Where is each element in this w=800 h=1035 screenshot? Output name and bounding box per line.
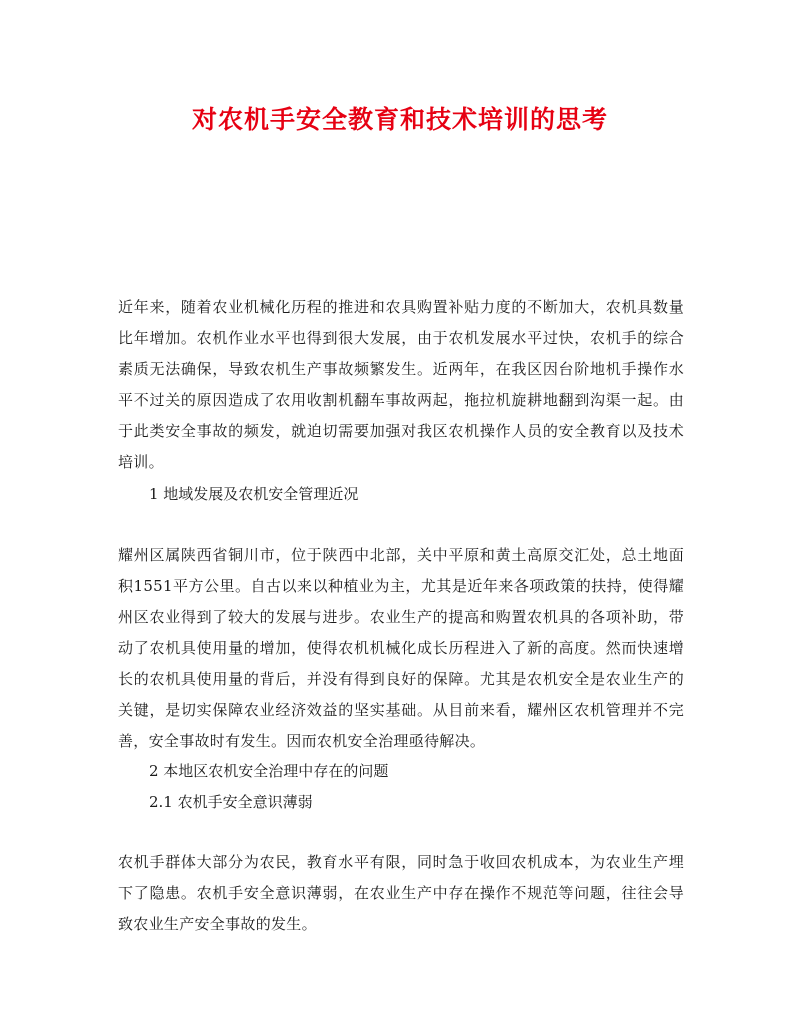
intro-paragraph	[118, 292, 684, 478]
section-1-heading	[118, 479, 684, 510]
section-2-heading-text: 2 本地区农机安全治理中存在的问题	[149, 762, 389, 780]
document-title: 对农机手安全教育和技术培训的思考	[191, 105, 608, 134]
section-2-1-heading	[118, 787, 684, 818]
section-1-heading-text: 1 地域发展及农机安全管理近况	[149, 485, 359, 503]
section-2-1-heading-text: 2.1 农机手安全意识薄弱	[149, 793, 313, 811]
section-1-paragraph	[118, 540, 684, 757]
section-2-1-paragraph-text: 农机手群体大部分为农民，教育水平有限，同时急于收回农机成本，为农业生产埋下了隐患。农机手安全意识薄弱，在农业生产中存在操作不规范等问题，往往会导致农业生产安全事故的发生。	[118, 853, 684, 933]
section-2-heading	[118, 756, 684, 787]
section-2-1-paragraph	[118, 847, 684, 940]
section-1-paragraph-text: 耀州区属陕西省铜川市，位于陕西中北部，关中平原和黄土高原交汇处，总土地面积1551平方公里。自古以来以种植业为主，尤其是近年来各项政策的扶持，使得耀州区农业得到了较大的发展与进步。农业生产的提高和购置农机具的各项补助，带动了农机具使用量的增加，使得农机机械化成长历程进入了新的高度。然而快速增长的农机具使用量的背后，并没有得到良好的保障。尤其是农机安全是农业生产的关键，是切实保障农业经济效益的坚实基础。从目前来看，耀州区农机管理并不完善，安全事故时有发生。因而农机安全治理亟待解决。	[118, 546, 684, 750]
intro-paragraph-text: 近年来，随着农业机械化历程的推进和农具购置补贴力度的不断加大，农机具数量比年增加。农机作业水平也得到很大发展，由于农机发展水平过快，农机手的综合素质无法确保，导致农机生产事故频繁发生。近两年，在我区因台阶地机手操作水平不过关的原因造成了农用收割机翻车事故两起，拖拉机旋耕地翻到沟渠一起。由于此类安全事故的频发，就迫切需要加强对我区农机操作人员的安全教育以及技术培训。	[118, 298, 684, 471]
